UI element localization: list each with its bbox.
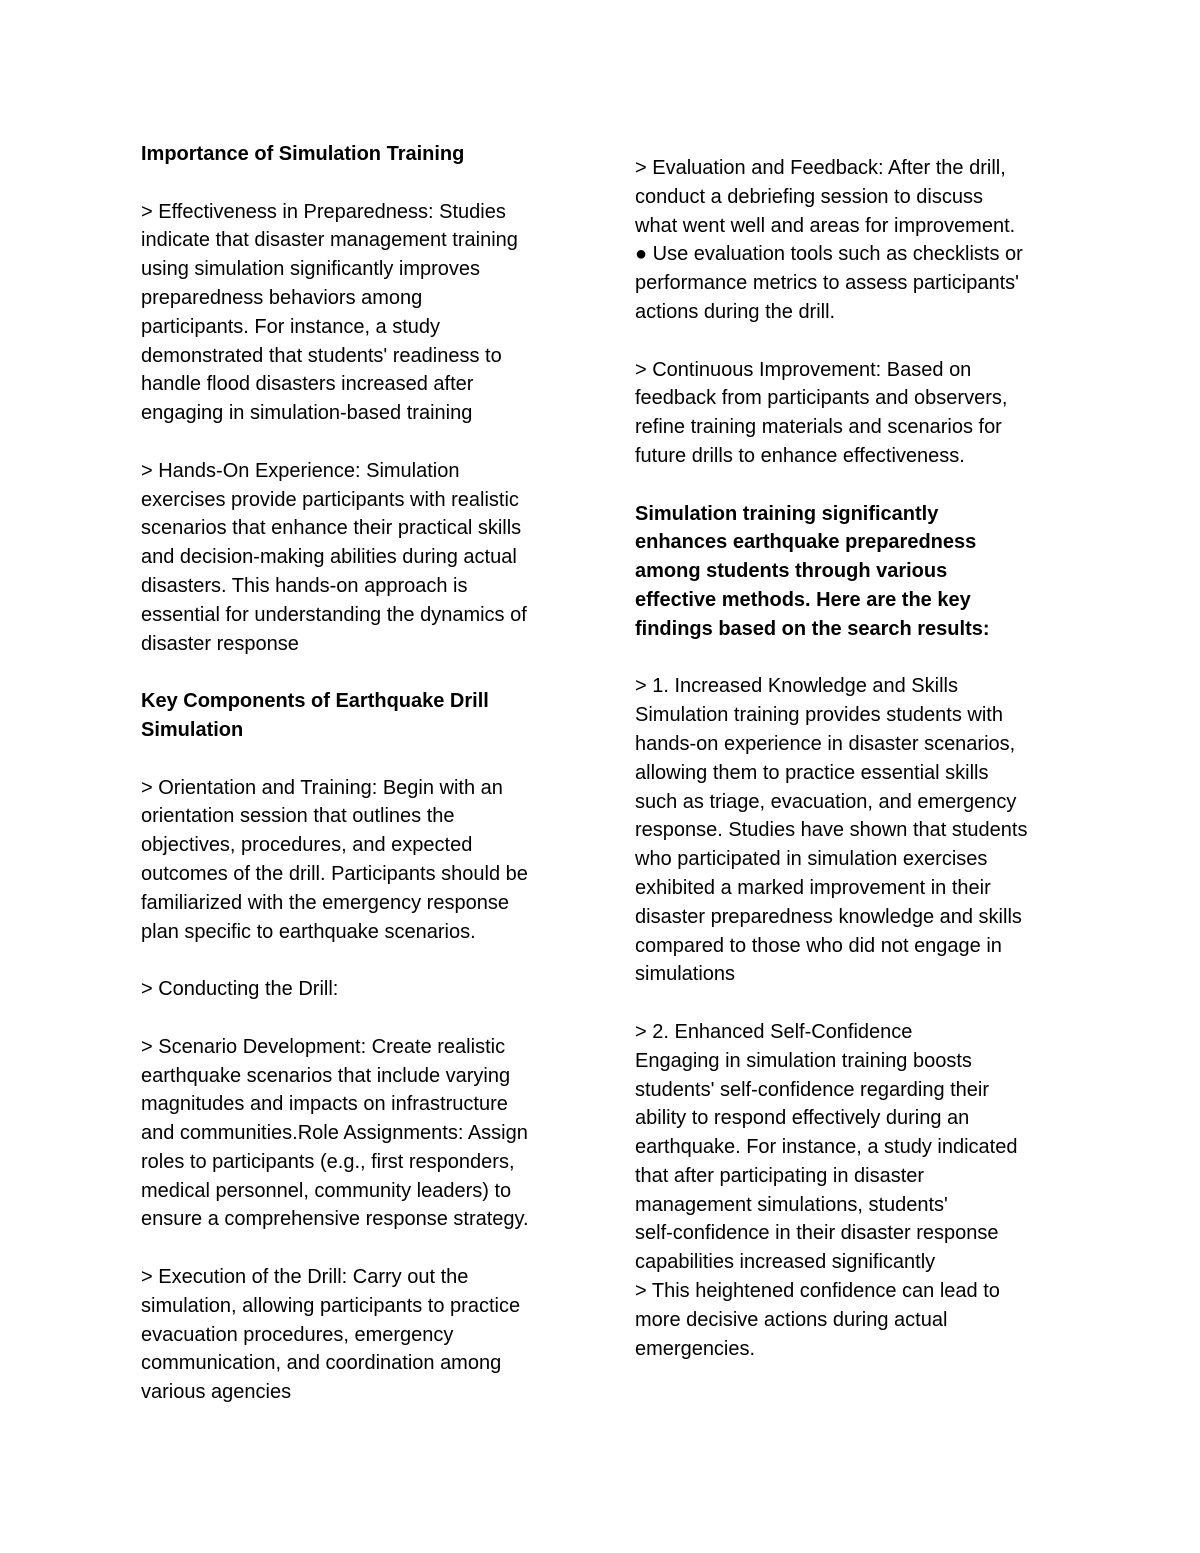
right-column: [635, 140, 1075, 1363]
paragraph-conducting-the-drill: > Conducting the Drill:: [141, 978, 339, 1001]
paragraph-evaluation-and-feedback: > Evaluation and Feedback: After the drill, conduct a debriefing session to discuss what went well and areas for improvement. ● Use evaluation tools such as checklists or performance metrics to assess participants' actions during the drill.: [635, 157, 1023, 323]
heading-key-findings: Simulation training significantly enhances earthquake preparedness among students through various effective methods. Here are the key findings based on the search results:: [635, 502, 990, 640]
heading-importance-of-simulation-training: Importance of Simulation Training: [141, 143, 465, 165]
left-column: [141, 140, 581, 1407]
paragraph-increased-knowledge-and-skills: > 1. Increased Knowledge and Skills Simulation training provides students with hands-on experience in disaster scenarios, allowing them to practice essential skills such as triage, evacuation, and emergency response. Studies have shown that students who participated in simulation exercises exhibited a marked improvement in their disaster preparedness knowledge and skills compared to those who did not engage in simulations: [635, 675, 1028, 986]
paragraph-scenario-development: > Scenario Development: Create realistic earthquake scenarios that include varying magnitudes and impacts on infrastructure and communities.Role Assignments: Assign roles to participants (e.g., first responders, medical personnel, community leaders) to ensure a comprehensive response strategy.: [141, 1035, 529, 1231]
paragraph-orientation-and-training: > Orientation and Training: Begin with an orientation session that outlines the objectives, procedures, and expected outcomes of the drill. Participants should be familiarized with the emergency response plan specific to earthquake scenarios.: [141, 776, 528, 943]
heading-key-components: Key Components of Earthquake Drill Simulation: [141, 690, 489, 741]
paragraph-continuous-improvement: > Continuous Improvement: Based on feedback from participants and observers, refine training materials and scenarios for future drills to enhance effectiveness.: [635, 358, 1008, 467]
paragraph-enhanced-self-confidence: > 2. Enhanced Self-Confidence Engaging in simulation training boosts students' self-confidence regarding their ability to respond effectively during an earthquake. For instance, a study indicated that after participating in disaster management simulations, students' self-confidence in their disaster response capabilities increased significantly > This heightened confidence can lead to more decisive actions during actual emergencies.: [635, 1020, 1018, 1360]
paragraph-effectiveness-in-preparedness: > Effectiveness in Preparedness: Studies indicate that disaster management training using simulation significantly improves preparedness behaviors among participants. For instance, a study demonstrated that students' readiness to handle flood disasters increased after engaging in simulation-based training: [141, 200, 518, 425]
paragraph-execution-of-the-drill: > Execution of the Drill: Carry out the simulation, allowing participants to practice evacuation procedures, emergency communication, and coordination among various agencies: [141, 1266, 521, 1404]
paragraph-hands-on-experience: > Hands-On Experience: Simulation exercises provide participants with realistic scenarios that enhance their practical skills and decision-making abilities during actual disasters. This hands-on approach is essential for understanding the dynamics of disaster response: [141, 459, 527, 655]
